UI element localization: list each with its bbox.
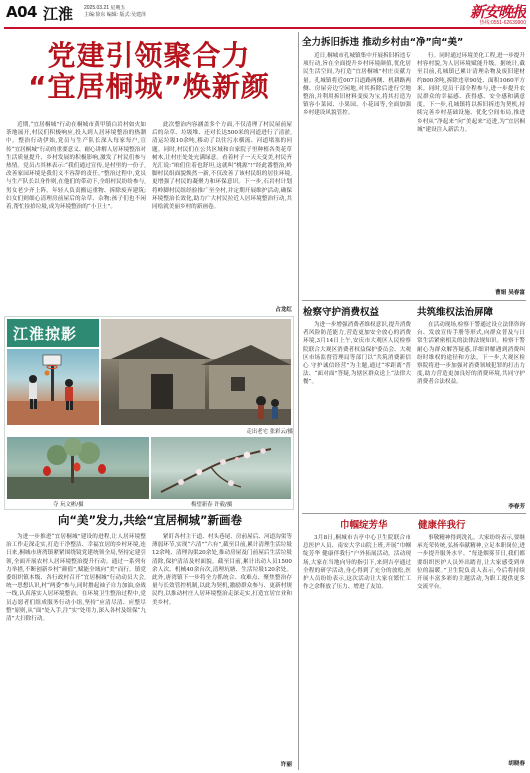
photo-old-house: [101, 319, 291, 425]
photo-panel-title: 江淮掠影: [13, 325, 78, 343]
lantern-tree-illustration: [7, 437, 149, 499]
right-divider-2: [302, 513, 526, 514]
column-divider: [298, 32, 299, 770]
right-bottom-headline-left: 巾帼绽芳华: [340, 520, 388, 530]
right-bottom-byline: 胡晓春: [508, 761, 525, 767]
lead-headline-line: 党建引领聚合力: [47, 40, 251, 72]
issue-meta-line: 主编:徐东 编辑: 版式:吴建泽: [84, 12, 146, 18]
right-mid-col-1: 为进一步增强消费者维权意识,提升消费者风险防范能力,营造更加安全放心的消费环境,3月14日上午,安庆市大观区人民检察院联合大观区消费者权益保护委员会、大观区市场监督管理局等部门以“共筑消费新信心 守护诚信经营”为主题,通过“零距离”普法、“面对面”答疑,为辖区群众送上“法律大餐”。: [303, 322, 411, 386]
issue-meta: [84, 5, 194, 21]
masthead-rule: [4, 27, 526, 29]
hotline: 热线:0551-62639900: [479, 20, 526, 26]
lead-byline: 占龙红: [275, 307, 292, 313]
right-mid-headline-left: 检察守护消费权益: [303, 307, 380, 317]
lead-headline-line: “宜居桐城”焕新颜: [28, 70, 270, 104]
story2-col-1: 为进一步推进“宜居桐城”建设的进程,让人居环境整治工作走深走实,打造干净整洁、幸福宜居的乡村环境,连日来,桐城市唐湾镇紧紧围绕镜党建统领全局,坚持定建引领,全面开展农村人居环境整治提升行动。通过一系列有力举措,不断创新乡村“颜值”,赋能全域向“美”而行。镇党委组织镇本级、各行政村召开“宜居桐城”行动动员大会,统一思想认识,村“两委”参与,同时撸起袖子自力加油,奋战一线,认真落实人居环境整治。在环境卫生整治过程中,党员志愿者们组成服务行动小组,坚持“应清尽清、应整尽整”原则,从“面”处入手,注“实”处用力,深入各村及组保“九清”大扫除行动。: [6, 534, 146, 623]
basketball-illustration: [7, 349, 99, 425]
right-top-byline: 曹娟 吴春富: [495, 290, 525, 296]
photo-caption-old-house: 走出老宅 张彩云/摄: [246, 429, 293, 435]
lead-headline: [6, 40, 292, 118]
right-mid-headline-right: 共筑维权法治屏障: [417, 307, 494, 317]
old-house-illustration: [101, 319, 291, 425]
photo-basketball: [7, 349, 99, 425]
right-bottom-headline-right: 健康伴我行: [418, 520, 466, 530]
page-number: A04: [6, 3, 37, 21]
newspaper-logo: 新安晚报: [469, 3, 526, 19]
story2-byline: 许丽: [280, 762, 292, 768]
right-mid-col-2: 在活动现场,检察干警通过设立法律咨询台、发放宣传手册等形式,向群众普及与日常生活紧密相关的法律法规知识。检察干警耐心为群众解答疑惑,详细讲解遇到消费纠纷时维权的途径和方法。下一步,大观区检察院将进一步加强对消费领域犯罪的打击力度,助力营造更加良好的消费环境,共同守护消费者合法权益。: [417, 322, 525, 386]
plum-blossom-illustration: [151, 437, 291, 499]
photo-panel-title-box: [7, 319, 99, 347]
lead-col-2: 此次整治内容涵盖多个方面,不仅清理了村民屋前屋后的杂草、垃圾堆、还对长达500米的河道进行了清淤,清运垃圾10余吨,移动了以往污水横流、河道堵塞的问题。同时,村民们在公共区域和自家院子里种植各类花草树木,让村庄处处充满绿意。看着村子一天天变美,村民齐光汇说:“咱们住着也舒坦,这就叫“桃源”!”经此番整治,岭脚村民组面貌焕然一新,不仅改善了该村民组的居住环境,更增强了村民的凝聚力和环保意识。下一步,石岩村计划将岭脚村民组经验推广至全村,并定期开展维护活动,确保环境整治长效化,助力广大村民拉近人居环境整治行动,共同绘就美丽乡村的新画卷。: [152, 122, 292, 211]
right-bottom-col-2: 事敬精神得到洗礼。大家纷纷表示,要继承光荣传统,弘扬奉献精神,立足本职岗位,进一步提升服务水平。“每逢烟雾节日,我们都要组织医护人员外出踏青,让大家感受到单位的温暖。”卫生院负责人表示,今后将持续开展丰富多彩的主题活动,为职工提供更多交流平台。: [417, 535, 525, 591]
section-name: 江淮: [43, 5, 74, 21]
photo-plum-blossom: [151, 437, 291, 499]
right-bottom-col-1: 3月8日,桐城市吉亭中心卫生院联合市总医护人员、南安大学山院上班,开展“巾帼绽芳华 健康伴我行”户外拓展活动。活动现场,大家在当地向导的指引下,来到吉亭通过全程的研学活动,身心得到了充分的放松,医护人员纷纷表示,这次活动让大家在繁忙工作之余释放了压力、增进了友谊。: [303, 535, 411, 591]
photo-lantern-tree: [7, 437, 149, 499]
right-top-col-1: 近日,桐城市孔城镇集中开展拆旧拆违专项行动,旨在全面提升乡村环境颜值,优化居民生活空间,为打造“宜居桐城”村庄贡献力量。孔城镇将近007目道路两侧、机耕路两侧、房屋旁边空闲地,对其拆除后进行空地整治,并利用拆旧材料变废为宝,将其打造为镇容小菜园、小果园、小花园等,全面加强乡村建设风貌管控。: [303, 53, 411, 117]
photo-caption-plum: 梅望新春 许毅/摄: [191, 502, 233, 508]
lead-col-1: 近期,“宜居桐城”行动在桐城市黄甲镇白岩村如火如荼地展开,村民们积极响应,投入到人居环境整治的热潮中。整治行动伊始,党员与生产队长深入每家每户,宣传“宜居桐城”行动的重要意义、耐心讲解人居环境整治对生活质量提升、乡村发展的积极影响,激发了村民们参与热情。党员占其林表示:“我们通过宣传,是村里的一份子,改善家园环境是我们义不容辞的责任。”整治过程中,党员与生产队长以身作则,在他们的带动下,全组村民纷纷参与,男女老少齐上阵。年轻人负责搬运重物、拆除废弃建筑;妇女们则细心清理房前屋后的杂草、杂物;孩子们也不闲着,帮忙捡拾垃圾,成为环境整治的“小卫士”。: [6, 122, 146, 211]
story2-headline: 向“美”发力,共绘“宜居桐城”新画卷: [57, 513, 243, 527]
photo-caption-lantern: 夺 玩文彬/摄: [53, 502, 84, 508]
right-top-headline: 全力拆旧拆违 推动乡村由“净”向“美”: [302, 37, 464, 48]
right-divider-1: [302, 300, 526, 301]
right-mid-byline: 李春芳: [508, 504, 525, 510]
photo-panel: [4, 316, 294, 510]
story2-col-2: 紧盯各村主干道、村头巷尾、房前屋后、河道沟渠等薄弱环节,实现“六清”“六有”,截至目前,累计清理生活垃圾12余吨、清理沟渠20余处,推动房屋及门前屋后生活垃圾清除,保护清洁及村面貌。截至目前,累计出动人员1500余人次、机械40余台次,清理坑塘、生活垃圾120余处。此外,唐湾镇下一步将全力抓统合、攻难点、聚焦整治存量与长效管控机制,以此为契机,激励群众参与、更新村规民约,以推动村庄人居环境整治走深走实,打造宜居宜业和美乡村。: [152, 534, 292, 606]
right-top-col-2: 行。同时通过环境美化工程,进一步提升村容村貌,为人居环境赋能升级。据统计,截至目前,孔城镇已累计清理杂物及废旧建材约800余吨,拆除违章90处、面积1060平方米。同时,党员干部全程参与,进一步提升农民群众的幸福感、获得感、安全感和满意度。下一步,孔城镇将以拆旧拆违为契机,持续完善乡村基础设施、优化空间布局,推进乡村从“净起来”向“美起来”迈进,为“宜居桐城”建设注入新活力。: [417, 53, 525, 133]
issue-meta-line: 2025.03.21 星期五: [84, 5, 126, 11]
